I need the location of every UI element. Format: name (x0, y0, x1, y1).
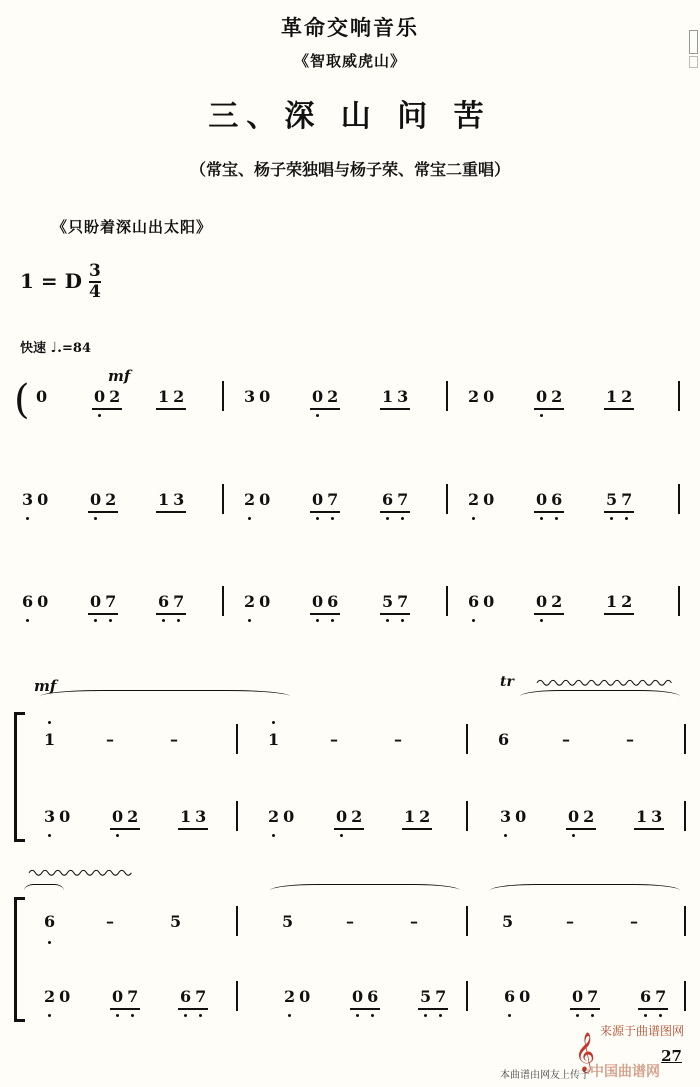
source-credit: 来源于曲谱图网 (599, 1024, 684, 1038)
note-cell: 1 2 (158, 387, 185, 406)
note-cell: 0 7 (90, 592, 117, 611)
trill-marking: tr (500, 674, 514, 690)
note-cell: 0 7 (112, 987, 139, 1006)
system-3-row (14, 592, 686, 632)
barline (446, 381, 448, 411)
tempo-note-symbol: ♩. (50, 340, 63, 356)
note-cell: 0 6 (312, 592, 339, 611)
page-edge-mark (689, 30, 698, 54)
note-cell: 1 3 (382, 387, 409, 406)
note-cell: 1 2 (404, 807, 431, 826)
note-cell: 6 (498, 730, 510, 749)
note-cell: 6 0 (22, 592, 49, 611)
note-cell: 1 (268, 730, 280, 749)
trill-wavy-line (16, 868, 146, 876)
slur-arc (40, 690, 290, 703)
note-cell: 6 0 (468, 592, 495, 611)
time-signature-numerator: 3 (88, 261, 101, 281)
note-cell: – (394, 730, 402, 749)
barline (236, 801, 238, 831)
system-4-upper-row (14, 730, 686, 770)
sheet-music-page (0, 12, 700, 1087)
barline (466, 981, 468, 1011)
opening-paren: ( (14, 377, 30, 423)
barline (236, 724, 238, 754)
performers-line: （常宝、杨子荣独唱与杨子荣、常宝二重唱） (189, 160, 510, 179)
note-cell: 0 2 (90, 490, 117, 509)
watermark: 中国曲谱网 (590, 1064, 660, 1080)
slur-arc (24, 884, 64, 897)
note-cell: 0 (36, 387, 48, 406)
note-cell: 0 2 (312, 387, 339, 406)
note-cell: 1 2 (606, 387, 633, 406)
barline (466, 801, 468, 831)
barline (678, 381, 680, 411)
dynamic-mf-2: mf (34, 677, 57, 695)
system-5-upper-row (14, 912, 686, 952)
tempo-text: 快速 (20, 341, 47, 356)
note-cell: 3 0 (44, 807, 71, 826)
note-cell: 5 (282, 912, 294, 931)
slur-arc (520, 690, 680, 703)
barline (684, 724, 686, 754)
note-cell: 6 (44, 912, 56, 931)
barline (446, 586, 448, 616)
tempo-value: =84 (62, 341, 92, 356)
dynamic-mf-1: mf (108, 367, 131, 385)
note-cell: 6 0 (504, 987, 531, 1006)
note-cell: – (566, 912, 574, 931)
system-3 (14, 592, 686, 632)
note-cell: 5 7 (382, 592, 409, 611)
system-5-upper (14, 912, 686, 952)
note-cell: 5 7 (420, 987, 447, 1006)
system-5-lower (14, 987, 686, 1027)
note-cell: – (410, 912, 418, 931)
note-cell: 2 0 (284, 987, 311, 1006)
note-cell: 6 7 (180, 987, 207, 1006)
system-4-lower (14, 807, 686, 847)
system-4-upper (14, 730, 686, 770)
note-cell: 0 6 (536, 490, 563, 509)
aria-title: 《只盼着深山出太阳》 (52, 218, 213, 236)
note-cell: 1 (44, 730, 56, 749)
note-cell: – (170, 730, 178, 749)
note-cell: 2 0 (244, 490, 271, 509)
note-cell: 0 2 (568, 807, 595, 826)
system-2 (14, 490, 686, 530)
barline (236, 906, 238, 936)
time-signature (89, 263, 101, 301)
note-cell: 0 2 (536, 592, 563, 611)
note-cell: 6 7 (158, 592, 185, 611)
note-cell: – (346, 912, 354, 931)
note-cell: – (106, 730, 114, 749)
slur-arc (270, 884, 460, 897)
page-title: 革命交响音乐 (281, 15, 419, 40)
note-cell: 5 7 (606, 490, 633, 509)
note-cell: 5 (170, 912, 182, 931)
treble-clef-icon: 𝄞 (574, 1032, 595, 1072)
note-cell: 3 0 (244, 387, 271, 406)
note-cell: 2 0 (468, 387, 495, 406)
note-cell: 6 7 (640, 987, 667, 1006)
key-label: 1 = D (20, 269, 82, 293)
system-1-row (14, 387, 686, 427)
barline (222, 586, 224, 616)
note-cell: – (106, 912, 114, 931)
barline (446, 484, 448, 514)
scene-title: 三、深 山 问 苦 (208, 99, 492, 134)
note-cell: – (630, 912, 638, 931)
note-cell: 3 0 (22, 490, 49, 509)
barline (222, 484, 224, 514)
note-cell: – (330, 730, 338, 749)
barline (678, 484, 680, 514)
note-cell: 2 0 (468, 490, 495, 509)
system-2-row (14, 490, 686, 530)
time-signature-denominator: 4 (88, 282, 101, 302)
key-signature (20, 262, 101, 300)
note-cell: 0 7 (572, 987, 599, 1006)
system-5-lower-row (14, 987, 686, 1027)
note-cell: – (562, 730, 570, 749)
note-cell: 1 3 (180, 807, 207, 826)
trill-wavy-line (520, 678, 690, 686)
note-cell: 0 6 (352, 987, 379, 1006)
page-number: 27 (661, 1047, 682, 1065)
note-cell: 0 2 (94, 387, 121, 406)
header (0, 12, 700, 237)
slur-arc (490, 884, 680, 897)
upload-note: 本曲谱由网友上传于 (500, 1070, 590, 1081)
note-cell: 1 2 (606, 592, 633, 611)
barline (466, 906, 468, 936)
note-cell: 3 0 (500, 807, 527, 826)
tempo-marking (20, 337, 91, 356)
barline (684, 981, 686, 1011)
note-cell: 2 0 (268, 807, 295, 826)
note-cell: 2 0 (244, 592, 271, 611)
page-edge-mark-secondary (689, 56, 698, 68)
note-cell: 0 2 (536, 387, 563, 406)
note-cell: 1 3 (636, 807, 663, 826)
system-1 (14, 377, 686, 427)
note-cell: – (626, 730, 634, 749)
barline (236, 981, 238, 1011)
barline (684, 801, 686, 831)
barline (466, 724, 468, 754)
note-cell: 6 7 (382, 490, 409, 509)
note-cell: 2 0 (44, 987, 71, 1006)
barline (222, 381, 224, 411)
system-4-lower-row (14, 807, 686, 847)
barline (678, 586, 680, 616)
note-cell: 0 2 (336, 807, 363, 826)
barline (684, 906, 686, 936)
note-cell: 0 2 (112, 807, 139, 826)
note-cell: 1 3 (158, 490, 185, 509)
opera-name: 《智取威虎山》 (293, 52, 406, 70)
note-cell: 0 7 (312, 490, 339, 509)
note-cell: 5 (502, 912, 514, 931)
